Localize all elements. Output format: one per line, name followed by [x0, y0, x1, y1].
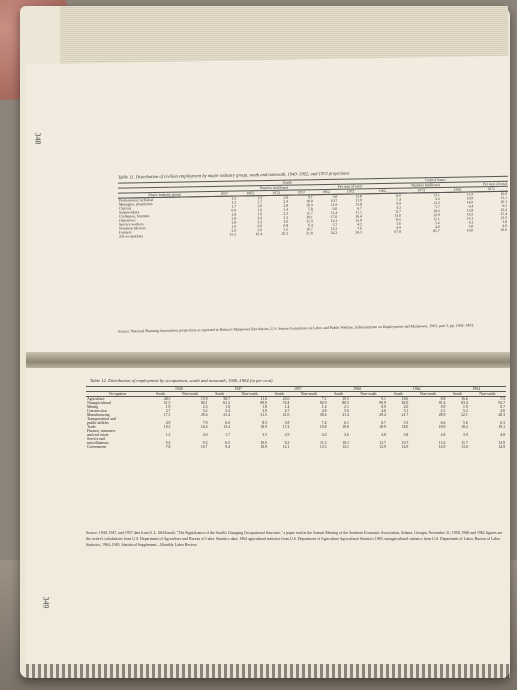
column-header: South	[446, 392, 468, 397]
table-cell: 10.1	[342, 441, 349, 445]
table-cell: 17.4	[282, 425, 290, 429]
table-cell: 48.5	[163, 397, 171, 401]
table-cell: 19.8	[319, 425, 327, 429]
group-south: South	[211, 179, 363, 187]
row-label: Farmers	[119, 230, 132, 235]
table-cell: 12.7	[379, 441, 386, 445]
table-cell: 0.7	[500, 405, 505, 409]
row-label: miscellaneous	[87, 441, 109, 445]
table-cell: 8.5	[262, 421, 268, 425]
table-cell: 4.8	[381, 433, 386, 437]
table-cell: 6.5	[225, 441, 230, 445]
column-header: Non-south	[469, 392, 506, 397]
table-cell: 83.4	[461, 401, 468, 405]
table-cell: 10.3	[163, 425, 171, 429]
sub-number: Number (millions)	[411, 183, 440, 188]
row-label: Trade	[87, 425, 96, 429]
table-cell: 9.2	[202, 441, 208, 445]
table-cell: 14.9	[466, 200, 474, 205]
column-header: South	[387, 392, 409, 397]
table-cell: 92.9	[319, 401, 327, 405]
table-cell: 4.7	[284, 409, 290, 413]
row-label: Craftsmen, foremen	[119, 214, 150, 219]
table-cell: 1.9	[165, 405, 171, 409]
table-cell: 2.4	[283, 199, 289, 204]
table-cell: 13.9	[498, 441, 505, 445]
table-cell: 3.8	[502, 219, 507, 224]
table-cell: 11.0	[260, 397, 268, 401]
table-cell: 6.0	[332, 206, 338, 211]
row-label: Clerical	[119, 206, 132, 211]
table-cell: 4.0	[435, 225, 440, 230]
table-cell: 2.3	[202, 405, 208, 409]
column-header: Non-south	[231, 392, 268, 397]
table-cell: 2.8	[231, 216, 237, 221]
table-cell: 11.9	[466, 192, 474, 197]
column-header: South	[149, 392, 171, 397]
table-cell: 1.4	[284, 405, 290, 409]
year-header: 1957	[289, 190, 314, 195]
table-cell: 11.1	[500, 195, 507, 200]
table-cell: 22.1	[461, 413, 468, 417]
table-cell: 21.7	[401, 413, 409, 417]
row-label: Mining	[87, 405, 99, 409]
table-cell: 18.2	[461, 425, 468, 429]
table-cell: 18.0	[342, 425, 349, 429]
table-cell: 10.9	[466, 196, 474, 201]
table-cell: 2.7	[165, 409, 171, 413]
table-cell: 13.0	[461, 445, 468, 449]
table-cell: 8.5	[396, 217, 401, 222]
table-cell: 21.8	[306, 231, 313, 236]
table-cell: 16.7	[306, 227, 313, 232]
table-cell: 10.2	[433, 209, 440, 214]
table-cell: 4.1	[440, 409, 446, 413]
table-cell: 4.9	[396, 225, 401, 230]
table-cell: 6.6	[440, 421, 446, 425]
table-cell: 30.4	[319, 413, 327, 417]
table-cell: 1.4	[283, 207, 289, 212]
table-cell: 92.7	[498, 401, 505, 405]
table-cell: 12.3	[330, 226, 338, 231]
table-cell: 82.0	[401, 401, 409, 405]
table-cell: 0.9	[257, 224, 263, 229]
table-cell: 13.1	[433, 193, 440, 198]
table-cell: 7.4	[396, 197, 401, 202]
table-cell: 17.0	[330, 214, 338, 219]
table-cell: 1.3	[165, 433, 171, 437]
table-cell: 12.8	[466, 208, 474, 213]
table-cell: 2.0	[257, 204, 263, 209]
table-cell: 16.1	[500, 199, 507, 204]
row-label: Nonagricultural	[87, 401, 112, 405]
table-cell: 1.3	[231, 196, 237, 201]
table-cell: 1.6	[257, 196, 263, 201]
row-label: Service and	[87, 437, 105, 441]
table-12-source: Source: 1940, 1947, and 1957 data from S. L. McDonald, "The Significance of the South's Changing Occupational Structure," a paper read at the Annual Meeting of the Southern Economic Association, Atlanta, Georgia, November 21, 1958; 1960 and 1962 figures are the writer's calculations from U.S. Department of Agriculture and Bureau of Labor Statistics data; 1964 agricultural statistics from U.S. Department of Agriculture Agricultural Statistics 1965, nonagricultural statistics from U.S. Department of Labor, Bureau of Labor Statistics, 1964–1965, Statistical Supplement—Monthly Labor Review.	[86, 531, 503, 547]
year-header: 1957	[268, 387, 327, 392]
column-header: South	[209, 392, 231, 397]
table-cell: 1.4	[321, 405, 327, 409]
page-348	[26, 56, 510, 364]
table-cell: 1.9	[463, 405, 468, 409]
table-cell: 7.9	[202, 421, 208, 425]
table-cell: 12.9	[433, 213, 440, 218]
column-header: Non-south	[171, 392, 208, 397]
table-cell: 16.4	[355, 214, 362, 219]
table-cell: 5.0	[344, 409, 349, 413]
table-cell: 1.5	[283, 227, 289, 232]
stub-head: Major industry group	[118, 191, 211, 198]
table-cell: 12.1	[282, 445, 290, 449]
year-header: 1972	[474, 186, 508, 192]
table-cell: 7.6	[357, 226, 362, 231]
table-cell: 5.5	[403, 421, 409, 425]
year-header: 1964	[446, 387, 506, 392]
table-cell: 21.4	[342, 413, 349, 417]
table-cell: 18.9	[260, 425, 268, 429]
table-cell: 4.9	[165, 421, 171, 425]
table-cell: 14.1	[330, 218, 338, 223]
table-cell: 16.0	[500, 191, 507, 196]
table-cell: 1.8	[231, 220, 237, 225]
table-cell: 6.0	[225, 421, 230, 425]
year-header: 1972	[402, 187, 441, 193]
table-cell: 4.0	[502, 223, 507, 228]
table-cell: 5.6	[463, 421, 468, 425]
table-cell: 13.3	[319, 445, 327, 449]
table-cell: 13.8	[355, 202, 362, 207]
table-cell: 29.4	[200, 413, 208, 417]
table-cell: 1.0	[231, 224, 237, 229]
table-cell: 1.8	[231, 212, 237, 217]
table-cell: 5.7	[332, 222, 338, 227]
table-cell: 4.3	[468, 220, 474, 225]
row-label: Government	[87, 445, 106, 449]
table-cell: 14.1	[342, 445, 349, 449]
table-cell: 6.7	[357, 206, 362, 211]
row-label: Operatives	[119, 218, 136, 223]
table-cell: 4.2	[357, 222, 362, 227]
table-cell: 13.9	[379, 445, 386, 449]
table-11-caption: Table 11. Distribution of civilian employment by major industry group, south and nonsouth, 1940–1962, and 1972 projections	[118, 170, 350, 180]
table-cell: 18.0	[401, 397, 409, 401]
table-cell: 3.2	[202, 409, 208, 413]
table-cell: 11.7	[306, 211, 313, 216]
table-cell: 2.9	[284, 433, 290, 437]
table-cell: 15.4	[500, 211, 507, 216]
table-cell: 13.4	[223, 425, 230, 429]
table-cell: 10.0	[260, 441, 268, 445]
column-header: South	[327, 392, 349, 397]
table-cell: 1.7	[225, 433, 230, 437]
table-cell: 1.0	[257, 208, 263, 213]
table-cell: 38.7	[223, 397, 230, 401]
table-cell: 7.1	[321, 397, 327, 401]
year-header: 1940	[149, 387, 208, 392]
table-cell: 2.1	[344, 405, 349, 409]
table-cell: 8.7	[396, 209, 401, 214]
table-cell: 84.1	[200, 401, 208, 405]
year-header: 1960	[327, 387, 386, 392]
table-cell: 6.4	[468, 204, 474, 209]
table-cell: 31.5	[260, 413, 268, 417]
page-edges-bottom	[26, 664, 510, 678]
table-cell: 89.0	[260, 401, 268, 405]
table-cell: 16.5	[466, 212, 474, 217]
table-cell: 10.0	[306, 199, 313, 204]
table-cell: 85.7	[433, 229, 440, 234]
year-header: 1947	[209, 387, 268, 392]
table-cell: 6.3	[500, 421, 505, 425]
table-cell: 1.9	[257, 212, 263, 217]
table-cell: 3.5	[262, 433, 268, 437]
table-cell: 15.5	[229, 232, 237, 237]
year-header: 1972	[338, 189, 363, 194]
table-cell: 10.7	[330, 198, 338, 203]
table-cell: 2.6	[231, 228, 237, 233]
table-cell: 16.6	[461, 397, 468, 401]
column-header: Non-south	[409, 392, 446, 397]
table-cell: 10.0	[500, 227, 507, 232]
table-cell: 5.0	[468, 224, 474, 229]
table-cell: 9.2	[435, 197, 440, 202]
row-label: Salesworkers	[119, 210, 140, 215]
table-cell: 90.9	[379, 401, 386, 405]
table-cell: 2.8	[283, 203, 289, 208]
row-label: Agriculture	[87, 397, 105, 401]
table-cell: 67.8	[394, 229, 401, 234]
table-cell: 16.4	[255, 232, 263, 237]
table-cell: 10.7	[401, 441, 409, 445]
table-cell: 13.3	[433, 201, 440, 206]
page-349	[26, 368, 510, 664]
table-cell: 4.3	[321, 433, 327, 437]
table-cell: 11.9	[306, 219, 313, 224]
table-cell: 15.9	[200, 397, 208, 401]
table-cell: 8.2	[284, 441, 290, 445]
table-cell: 5.2	[463, 409, 468, 413]
table-12	[86, 386, 506, 449]
year-header: 1972	[263, 190, 289, 195]
row-label: Transportation and	[87, 417, 116, 421]
table-cell: 4.8	[440, 433, 446, 437]
table-cell: 51.5	[163, 401, 171, 405]
table-cell: 20.3	[281, 231, 289, 236]
year-header: 1962	[387, 387, 446, 392]
table-cell: 3.9	[463, 433, 468, 437]
year-header: 1957	[211, 191, 237, 196]
table-cell: 2.8	[283, 195, 289, 200]
table-cell: 2.9	[257, 216, 263, 221]
table-cell: 7.5	[500, 397, 505, 401]
table-cell: 14.9	[498, 445, 505, 449]
table-cell: 15.0	[355, 218, 362, 223]
table-cell: 2.3	[283, 211, 289, 216]
sub-percent: Per cent of total	[337, 184, 362, 189]
table-cell: 11.1	[355, 210, 362, 215]
table-cell: 9.1	[381, 397, 386, 401]
table-cell: 19.5	[342, 397, 349, 401]
table-cell: 3.3	[283, 215, 289, 220]
table-cell: 13.0	[394, 213, 401, 218]
column-header: Non-south	[350, 392, 387, 397]
table-11-source: Source: National Planning Association projections as reported in Nation's Manpower Revolution, U.S. Senate Committee on Labor and Public Welfare, Subcommittee on Employment and Manpower, 1963, part 3, pp. 1402–1403.	[118, 323, 475, 334]
table-cell: 0.9	[440, 405, 446, 409]
table-cell: 24.3	[355, 230, 362, 235]
table-cell: 9.4	[225, 445, 230, 449]
table-cell: 18.9	[438, 425, 446, 429]
row-label: Finance, insurance	[87, 429, 116, 433]
table-cell: 2.0	[403, 405, 409, 409]
column-header: South	[268, 392, 290, 397]
table-cell: 11.9	[330, 202, 338, 207]
table-12-caption: Table 12. Distribution of employment by occupations, south and nonsouth, 1940–1964 (in per cent)	[90, 378, 273, 383]
table-cell: 13.8	[355, 194, 362, 199]
table-cell: 6.4	[307, 223, 313, 228]
table-cell: 4.8	[321, 409, 327, 413]
table-cell: 9.8	[332, 194, 338, 199]
table-cell: 17.1	[163, 413, 171, 417]
row-label: Service workers	[119, 222, 144, 227]
table-cell: 4.8	[500, 433, 505, 437]
table-cell: 6.7	[381, 421, 386, 425]
table-cell: 19.1	[498, 425, 505, 429]
year-header: 1962	[237, 191, 263, 196]
row-label: All occupations	[119, 234, 143, 239]
table-cell: 9.9	[396, 201, 401, 206]
row-label: and real estate	[87, 433, 109, 437]
table-cell: 29.4	[379, 413, 386, 417]
row-label: Managers, proprietors	[119, 202, 153, 207]
table-11	[118, 176, 508, 239]
table-cell: 11.5	[319, 441, 327, 445]
table-cell: 80.5	[342, 401, 349, 405]
row-label: Nonfarm laborers	[119, 226, 146, 231]
table-cell: 13.3	[500, 215, 507, 220]
table-cell: 10.7	[200, 445, 208, 449]
table-cell: 10.0	[466, 228, 474, 233]
table-cell: 3.2	[435, 221, 440, 226]
stub-head: Occupation	[86, 392, 149, 397]
table-cell: 3.4	[225, 409, 230, 413]
table-cell: 14.9	[438, 445, 446, 449]
table-cell: 3.6	[344, 433, 349, 437]
table-cell: 2.0	[257, 228, 263, 233]
table-cell: 16.4	[200, 425, 208, 429]
row-label: Professional, technical	[119, 198, 154, 203]
table-cell: 5.1	[403, 409, 409, 413]
table-cell: 6.5	[502, 203, 507, 208]
table-cell: 11.7	[461, 441, 468, 445]
table-row	[86, 445, 506, 449]
table-cell: 91.4	[438, 401, 446, 405]
table-cell: 12.4	[500, 207, 507, 212]
table-cell: 21.4	[223, 413, 230, 417]
table-cell: 25.0	[282, 397, 290, 401]
table-cell: 1.8	[262, 405, 268, 409]
table-cell: 1.7	[231, 204, 237, 209]
table-cell: 7.8	[165, 445, 171, 449]
table-cell: 4.6	[500, 409, 505, 413]
year-header: 1962	[314, 189, 339, 194]
table-cell: 7.4	[321, 421, 327, 425]
table-cell: 14.9	[401, 445, 409, 449]
table-cell: 6.1	[344, 421, 349, 425]
table-cell: 8.8	[440, 397, 446, 401]
table-cell: 5.3	[165, 441, 171, 445]
table-cell: 18.9	[379, 425, 386, 429]
table-cell: 3.0	[283, 219, 289, 224]
table-cell: 1.5	[231, 200, 237, 205]
table-cell: 13.2	[438, 441, 446, 445]
year-header: 1962	[441, 187, 475, 193]
row-label: Construction	[87, 409, 107, 413]
table-cell: 28.9	[438, 413, 446, 417]
table-cell: 0.9	[381, 405, 386, 409]
column-header: Non-south	[290, 392, 327, 397]
table-cell: 9.1	[307, 195, 313, 200]
group-us: United States	[363, 176, 508, 184]
sub-number: Number (millions)	[259, 185, 289, 191]
table-cell: 18.0	[401, 425, 409, 429]
table-cell: 28.3	[498, 413, 505, 417]
table-cell: 2.2	[257, 220, 263, 225]
table-cell: 11.0	[355, 198, 362, 203]
table-cell: 74.4	[282, 401, 290, 405]
table-cell: 18.1	[306, 215, 313, 220]
table-cell: 4.6	[381, 409, 386, 413]
table-cell: 0.8	[283, 223, 289, 228]
table-cell: 21.0	[282, 413, 290, 417]
table-cell: 5.8	[307, 207, 313, 212]
row-label: public utilities	[87, 421, 109, 425]
table-cell: 5.8	[284, 421, 290, 425]
table-cell: 10.9	[260, 445, 268, 449]
sub-percent: Per cent of total	[482, 181, 507, 187]
table-cell: 1.7	[257, 200, 263, 205]
table-cell: 11.1	[433, 217, 440, 222]
table-cell: 3.0	[262, 409, 268, 413]
year-header: 1962	[363, 188, 402, 194]
table-cell: 13.1	[466, 216, 474, 221]
table-cell: 4.3	[396, 205, 401, 210]
table-cell: 24.2	[330, 230, 338, 235]
page-number: 348	[33, 132, 43, 145]
table-cell: 11.4	[330, 210, 338, 215]
table-cell: 8.0	[396, 193, 401, 198]
table-cell: 5.7	[435, 205, 440, 210]
table-cell: 1.8	[225, 405, 230, 409]
table-cell: 10.9	[306, 203, 313, 208]
page-number: 349	[41, 596, 51, 609]
table-cell: 3.8	[403, 433, 409, 437]
table-cell: 61.3	[223, 401, 230, 405]
table-cell: 0.9	[231, 208, 237, 213]
row-label: Manufacturing	[87, 413, 110, 417]
table-cell: 3.6	[396, 221, 401, 226]
table-cell: 4.0	[202, 433, 208, 437]
